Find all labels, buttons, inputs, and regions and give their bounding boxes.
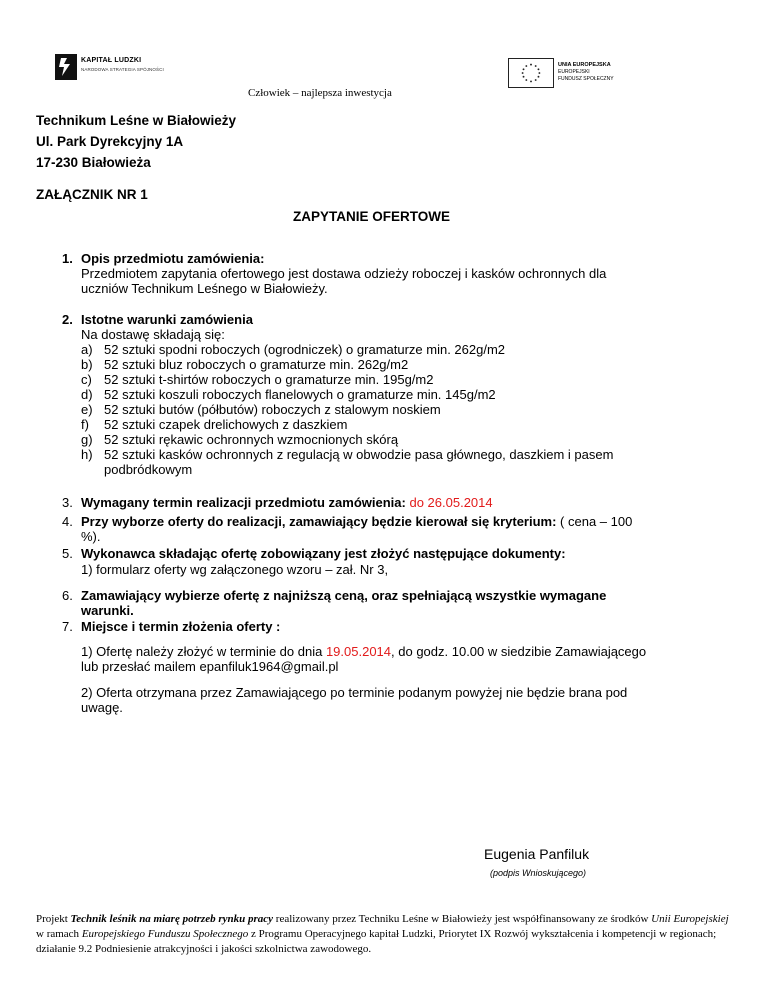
list-item-letter: f) — [81, 417, 89, 432]
eu-flag-icon — [508, 58, 554, 88]
list-item-text: 52 sztuki rękawic ochronnych wzmocnionych skórą — [104, 432, 399, 447]
footer-project-name: Technik leśnik na miarę potrzeb rynku pracy — [70, 913, 274, 925]
section-6-line1: Zamawiający wybierze ofertę z najniższą ceną, oraz spełniającą wszystkie wymagane — [81, 588, 607, 603]
section-7-paragraph-1-line2: lub przesłać mailem epanfiluk1964@gmail.pl — [81, 659, 339, 674]
section-2-heading: Istotne warunki zamówienia — [81, 312, 253, 327]
section-7-deadline-date: 19.05.2014 — [325, 644, 392, 659]
eu-logo-line3: FUNDUSZ SPOŁECZNY — [558, 76, 614, 82]
list-item-text: 52 sztuki czapek drelichowych z daszkiem — [104, 417, 348, 432]
list-item-letter: c) — [81, 372, 92, 387]
section-7-p1-text-b: , do godz. 10.00 w siedzibie Zamawiającego — [391, 644, 647, 659]
footer-text-3: w ramach — [36, 928, 82, 940]
list-item-text: 52 sztuki koszuli roboczych flanelowych o gramaturze min. 145g/m2 — [104, 387, 496, 402]
list-item-text: 52 sztuki t-shirtów roboczych o gramaturze min. 195g/m2 — [104, 372, 434, 387]
list-item-letter: a) — [81, 342, 93, 357]
section-7-paragraph-2-line1: 2) Oferta otrzymana przez Zamawiającego po terminie podanym powyżej nie będzie brana pod — [81, 685, 628, 700]
school-name: Technikum Leśne w Białowieży — [36, 113, 237, 128]
list-item-text: 52 sztuki kasków ochronnych z regulacją w obwodzie pasa głównego, daszkiem i pasem — [104, 447, 614, 462]
section-2-intro: Na dostawę składają się: — [81, 327, 225, 342]
section-7-number: 7. — [62, 619, 73, 634]
section-4-heading: Przy wyborze oferty do realizacji, zamawiający będzie kierował się kryterium: — [81, 514, 557, 529]
list-item-letter: b) — [81, 357, 93, 372]
section-5-number: 5. — [62, 546, 73, 561]
section-7-paragraph-2-line2: uwagę. — [81, 700, 123, 715]
signature-caption: (podpis Wnioskującego) — [490, 868, 587, 878]
section-4-number: 4. — [62, 514, 73, 529]
section-3-number: 3. — [62, 495, 73, 510]
list-item-letter: d) — [81, 387, 93, 402]
document-title: ZAPYTANIE OFERTOWE — [293, 209, 451, 224]
kl-logo-subtitle: NARODOWA STRATEGIA SPÓJNOŚCI — [81, 67, 164, 72]
footer-text-4: z Programu Operacyjnego kapitał Ludzki, Priorytet IX Rozwój wykształcenia i kompetencji w regionach; działanie 9.2 Podniesienie atrakcyjności i jakości szkolnictwa zawodowego. — [36, 928, 717, 955]
section-3-line — [81, 495, 493, 510]
section-1-number: 1. — [62, 251, 73, 266]
kapital-ludzki-logo — [55, 54, 255, 80]
section-4-line — [81, 514, 632, 529]
footer-eu-name: Unii Europejskiej — [651, 913, 729, 925]
list-item-letter: g) — [81, 432, 93, 447]
section-6-number: 6. — [62, 588, 73, 603]
signatory-name: Eugenia Panfiluk — [484, 846, 590, 862]
annex-label: ZAŁĄCZNIK NR 1 — [36, 187, 148, 202]
eu-logo-line2: EUROPEJSKI — [558, 69, 590, 75]
motto: Człowiek – najlepsza inwestycja — [248, 87, 392, 99]
section-5-document-1: 1) formularz oferty wg załączonego wzoru – zał. Nr 3, — [81, 562, 389, 577]
school-street: Ul. Park Dyrekcyjny 1A — [36, 134, 184, 149]
footer-text-1: Projekt — [36, 913, 71, 925]
section-2-number: 2. — [62, 312, 73, 327]
kl-logo-title: KAPITAŁ LUDZKI — [81, 57, 142, 64]
list-item-letter: h) — [81, 447, 93, 462]
list-item-text: 52 sztuki butów (półbutów) roboczych z stalowym noskiem — [104, 402, 441, 417]
section-7-paragraph-1-line1 — [81, 644, 646, 659]
footer-note — [36, 912, 736, 957]
section-4-tail: ( cena – 100 — [560, 514, 633, 529]
footer-text-2: realizowany przez Techniku Leśne w Białowieży jest współfinansowany ze środków — [273, 913, 652, 925]
section-7-heading: Miejsce i termin złożenia oferty : — [81, 619, 281, 634]
list-item-text: 52 sztuki bluz roboczych o gramaturze min. 262g/m2 — [104, 357, 409, 372]
section-6-line2: warunki. — [81, 603, 134, 618]
section-3-date: do 26.05.2014 — [409, 495, 493, 510]
kapital-ludzki-emblem-icon — [55, 54, 77, 80]
list-item-letter: e) — [81, 402, 93, 417]
footer-efs-name: Europejskiego Funduszu Społecznego — [81, 928, 249, 940]
section-1-body-line1: Przedmiotem zapytania ofertowego jest dostawa odzieży roboczej i kasków ochronnych dla — [81, 266, 607, 281]
eu-logo — [508, 58, 638, 88]
section-3-heading: Wymagany termin realizacji przedmiotu zamówienia: — [81, 495, 406, 510]
list-item-continuation: podbródkowym — [104, 462, 193, 477]
section-5-heading: Wykonawca składając ofertę zobowiązany jest złożyć następujące dokumenty: — [81, 546, 566, 561]
section-1-body-line2: uczniów Technikum Leśnego w Białowieży. — [81, 281, 328, 296]
list-item-text: 52 sztuki spodni roboczych (ogrodniczek) o gramaturze min. 262g/m2 — [104, 342, 506, 357]
section-4-continuation: %). — [81, 529, 101, 544]
section-7-p1-text-a: 1) Ofertę należy złożyć w terminie do dnia — [81, 644, 323, 659]
eu-logo-line1: UNIA EUROPEJSKA — [558, 62, 611, 68]
school-city: 17-230 Białowieża — [36, 155, 151, 170]
section-1-heading: Opis przedmiotu zamówienia: — [81, 251, 265, 266]
